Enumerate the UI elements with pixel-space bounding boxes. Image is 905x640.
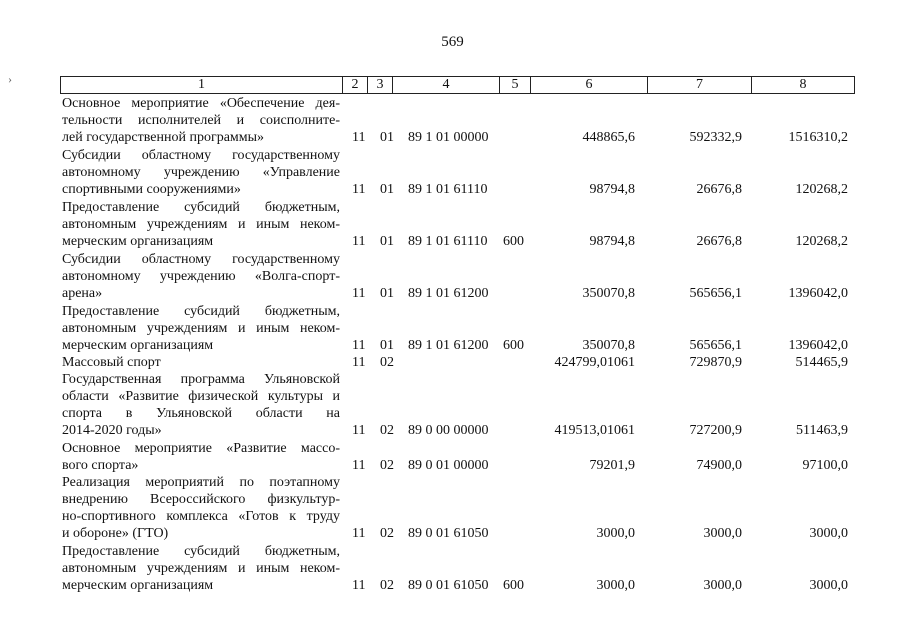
row-cell-c2: 11 [352,526,366,541]
row-cell-c7: 3000,0 [703,578,742,593]
row-description-line: 2014-2020 годы» [62,423,162,438]
row-cell-c6: 419513,01061 [554,423,635,438]
row-description-line: автономному учреждению «Управление [62,165,340,180]
row-description-line: лей государственной программы» [62,130,265,145]
row-cell-c4: 89 0 01 61050 [408,526,489,541]
row-description-line: автономному учреждению «Волга-спорт- [62,269,340,284]
row-cell-c8: 511463,9 [796,423,848,438]
row-cell-c3: 01 [380,234,394,249]
row-description [62,354,340,371]
row-cell-c6: 350070,8 [582,338,635,353]
row-cell-c6: 98794,8 [589,182,635,197]
row-cell-c6: 79201,9 [589,458,635,473]
row-cell-c7: 26676,8 [696,234,742,249]
row-description-line: Государственная программа Ульяновской [62,372,340,387]
row-description-line: автономным учреждениям и иным неком- [62,561,340,576]
row-cell-c2: 11 [352,578,366,593]
row-description-line: вого спорта» [62,458,139,473]
row-description [62,251,340,302]
row-cell-c8: 3000,0 [809,578,848,593]
row-cell-c6: 350070,8 [582,286,635,301]
row-cell-c4: 89 1 01 00000 [408,130,489,145]
row-cell-c7: 565656,1 [689,286,742,301]
row-cell-c2: 11 [352,286,366,301]
column-header-8: 8 [752,77,855,94]
row-cell-c7: 3000,0 [703,526,742,541]
column-header-6: 6 [531,77,648,94]
row-description-line: Субсидии областному государственному [62,252,340,267]
row-cell-c6: 424799,01061 [554,355,635,370]
row-cell-c8: 1396042,0 [788,338,848,353]
row-description [62,199,340,250]
row-cell-c4: 89 1 01 61110 [408,234,488,249]
row-cell-c2: 11 [352,182,366,197]
row-cell-c6: 3000,0 [596,526,635,541]
row-description-line: Массовый спорт [62,355,161,370]
row-cell-c7: 729870,9 [689,355,742,370]
row-cell-c4: 89 0 01 00000 [408,458,489,473]
row-cell-c4: 89 1 01 61110 [408,182,488,197]
column-header-3: 3 [368,77,393,94]
row-cell-c2: 11 [352,458,366,473]
page-number: 569 [441,34,464,50]
row-cell-c7: 26676,8 [696,182,742,197]
row-description-line: внедрению Всероссийского физкультур- [62,492,340,507]
row-description-line: области «Развитие физической культуры и [62,389,340,404]
row-cell-c4: 89 1 01 61200 [408,286,489,301]
row-cell-c7: 74900,0 [696,458,742,473]
row-description-line: Основное мероприятие «Развитие массо- [62,441,340,456]
row-description-line: мерческим организациям [62,338,214,353]
scan-mark: › [8,72,12,86]
row-cell-c7: 592332,9 [689,130,742,145]
row-description-line: Основное мероприятие «Обеспечение дея- [62,96,340,111]
row-cell-c3: 02 [380,578,394,593]
column-header-table [60,76,855,94]
row-cell-c3: 02 [380,355,394,370]
row-cell-c5: 600 [503,234,524,249]
row-cell-c8: 1396042,0 [788,286,848,301]
row-cell-c6: 448865,6 [582,130,635,145]
row-description [62,371,340,439]
row-description-line: но-спортивного комплекса «Готов к труду [62,509,340,524]
row-description-line: спорта в Ульяновской области на [62,406,340,421]
column-header-7: 7 [648,77,752,94]
row-cell-c6: 98794,8 [589,234,635,249]
row-cell-c7: 565656,1 [689,338,742,353]
row-cell-c6: 3000,0 [596,578,635,593]
row-cell-c8: 120268,2 [795,234,848,249]
row-description-line: Предоставление субсидий бюджетным, [62,200,340,215]
row-cell-c3: 01 [380,286,394,301]
row-description [62,440,340,474]
row-description [62,147,340,198]
row-description-line: Субсидии областному государственному [62,148,340,163]
row-cell-c3: 01 [380,338,394,353]
row-cell-c3: 02 [380,458,394,473]
column-header-4: 4 [393,77,500,94]
row-cell-c3: 02 [380,526,394,541]
row-cell-c5: 600 [503,578,524,593]
row-cell-c2: 11 [352,338,366,353]
column-header-2: 2 [343,77,368,94]
row-cell-c4: 89 0 00 00000 [408,423,489,438]
row-cell-c8: 3000,0 [809,526,848,541]
row-cell-c2: 11 [352,234,366,249]
row-description-line: и обороне» (ГТО) [62,526,169,541]
column-header-row [61,77,855,94]
row-cell-c7: 727200,9 [689,423,742,438]
row-description-line: мерческим организациям [62,234,214,249]
row-description [62,474,340,542]
row-description-line: арена» [62,286,103,301]
row-cell-c8: 1516310,2 [788,130,848,145]
row-description-line: автономным учреждениям и иным неком- [62,321,340,336]
row-cell-c8: 97100,0 [802,458,848,473]
row-cell-c4: 89 0 01 61050 [408,578,489,593]
row-description-line: мерческим организациям [62,578,214,593]
row-cell-c3: 01 [380,130,394,145]
row-description-line: спортивными сооружениями» [62,182,241,197]
column-header-5: 5 [500,77,531,94]
row-cell-c4: 89 1 01 61200 [408,338,489,353]
row-description [62,303,340,354]
row-cell-c8: 514465,9 [795,355,848,370]
row-description-line: Предоставление субсидий бюджетным, [62,544,340,559]
row-cell-c2: 11 [352,355,366,370]
row-cell-c2: 11 [352,130,366,145]
row-description [62,543,340,594]
row-cell-c2: 11 [352,423,366,438]
row-description-line: тельности исполнителей и соисполните- [62,113,340,128]
row-description-line: автономным учреждениям и иным неком- [62,217,340,232]
row-cell-c3: 02 [380,423,394,438]
row-description [62,95,340,146]
column-header-1: 1 [61,77,343,94]
row-description-line: Реализация мероприятий по поэтапному [62,475,340,490]
row-cell-c5: 600 [503,338,524,353]
row-description-line: Предоставление субсидий бюджетным, [62,304,340,319]
row-cell-c3: 01 [380,182,394,197]
row-cell-c8: 120268,2 [795,182,848,197]
